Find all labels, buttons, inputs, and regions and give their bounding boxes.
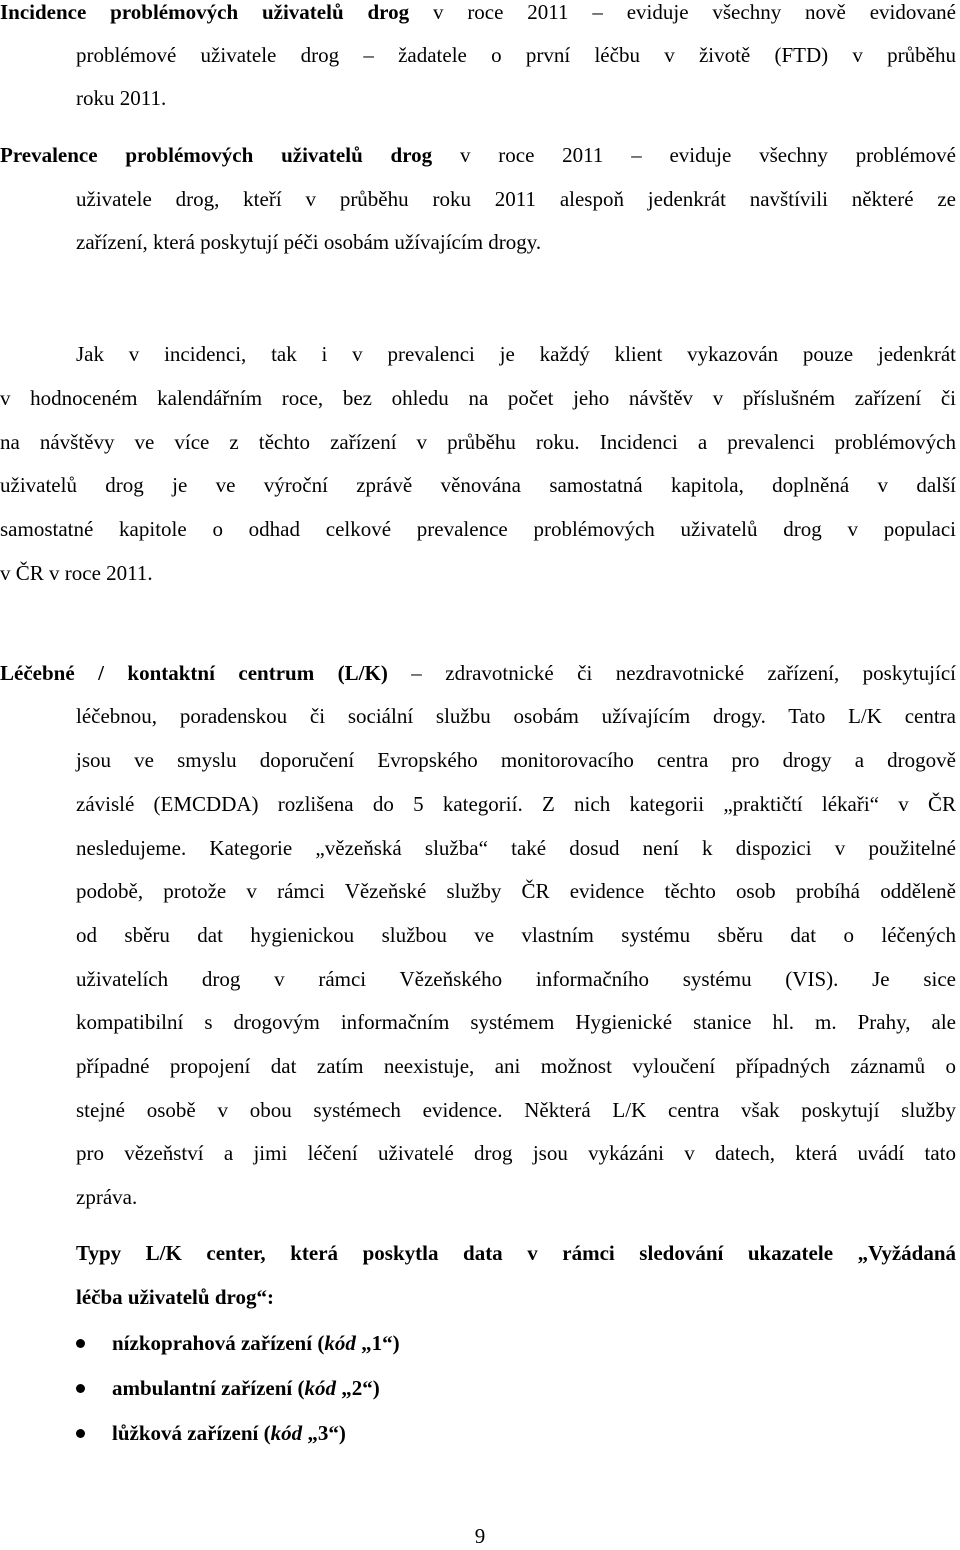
text-line: zařízení, která poskytují péči osobám užívajícím drogy.	[76, 230, 542, 254]
text-line	[0, 141, 956, 169]
text-line: podobě, protože v rámci Vězeňské služby ČR evidence těchto osob probíhá odděleně	[76, 879, 956, 903]
text-line: uživatelů drog je ve výroční zprávě věnována samostatná kapitola, doplněná v další	[0, 473, 956, 497]
item-label: nízkoprahová zařízení (	[112, 1331, 325, 1355]
types-heading-line: léčba uživatelů drog“:	[76, 1285, 274, 1309]
text-line: uživatelích drog v rámci Vězeňského informačního systému (VIS). Je sice	[76, 967, 956, 991]
item-code: „2“)	[336, 1376, 380, 1400]
item-label: ambulantní zařízení (	[112, 1376, 305, 1400]
text: – zdravotnické či nezdravotnické zařízení, poskytující	[411, 661, 956, 685]
list-item-text	[112, 1374, 380, 1402]
bullet-icon	[76, 1429, 85, 1438]
item-code: „1“)	[355, 1331, 400, 1355]
text-line	[0, 0, 956, 26]
list-item-text	[112, 1329, 400, 1357]
text-line: uživatele drog, kteří v průběhu roku 2011 alespoň jedenkrát navštívili některé ze	[76, 187, 956, 211]
prevalence-term: Prevalence problémových uživatelů drog	[0, 143, 433, 167]
bullet-icon	[76, 1339, 85, 1348]
text-line: v hodnoceném kalendářním roce, bez ohledu na počet jeho návštěv v příslušném zařízení či	[0, 386, 956, 410]
text-line: zpráva.	[76, 1185, 138, 1209]
text-line: pro vězeňství a jimi léčení uživatelé drog jsou vykázáni v datech, která uvádí tato	[76, 1141, 956, 1165]
text-line: samostatné kapitole o odhad celkové prevalence problémových uživatelů drog v populaci	[0, 517, 956, 541]
types-heading-line: Typy L/K center, která poskytla data v rámci sledování ukazatele „Vyžádaná	[76, 1241, 956, 1265]
page-number: 9	[474, 1524, 486, 1548]
text: v roce 2011 – eviduje všechny nově evidované	[432, 0, 957, 24]
text-line: problémové uživatele drog – žadatele o první léčbu v životě (FTD) v průběhu	[76, 43, 956, 67]
text-line: jsou ve smyslu doporučení Evropského monitorovacího centra pro drogy a drogově	[76, 748, 956, 772]
text-line: stejné osobě v obou systémech evidence. Některá L/K centra však poskytují služby	[76, 1098, 956, 1122]
code-word: kód	[324, 1331, 356, 1355]
text-line: v ČR v roce 2011.	[0, 561, 153, 585]
code-word: kód	[270, 1421, 303, 1445]
text-line: nesledujeme. Kategorie „vězeňská služba“ také dosud není k dispozici v použitelné	[76, 836, 956, 860]
text-line: kompatibilní s drogovým informačním systémem Hygienické stanice hl. m. Prahy, ale	[76, 1010, 956, 1034]
text: v roce 2011 – eviduje všechny problémové	[459, 143, 956, 167]
centrum-term: Léčebné / kontaktní centrum (L/K)	[0, 661, 388, 685]
incidence-term: Incidence problémových uživatelů drog	[0, 0, 410, 24]
text-line	[0, 659, 956, 687]
text-line: Jak v incidenci, tak i v prevalenci je každý klient vykazován pouze jedenkrát	[76, 342, 956, 366]
item-label: lůžková zařízení (	[112, 1421, 271, 1445]
text-line: od sběru dat hygienickou službou ve vlastním systému sběru dat o léčených	[76, 923, 956, 947]
list-item-text	[112, 1419, 346, 1447]
text-line: roku 2011.	[76, 86, 167, 110]
code-word: kód	[304, 1376, 336, 1400]
text-line: případné propojení dat zatím neexistuje, ani možnost vyloučení případných záznamů o	[76, 1054, 956, 1078]
text-line: léčebnou, poradenskou či sociální službu osobám užívajícím drogy. Tato L/K centra	[76, 704, 956, 728]
text-line: závislé (EMCDDA) rozlišena do 5 kategorií. Z nich kategorii „praktičtí lékaři“ v ČR	[76, 792, 956, 816]
item-code: „3“)	[302, 1421, 346, 1445]
bullet-icon	[76, 1384, 85, 1393]
text-line: na návštěvy ve více z těchto zařízení v průběhu roku. Incidenci a prevalenci problémových	[0, 430, 956, 454]
